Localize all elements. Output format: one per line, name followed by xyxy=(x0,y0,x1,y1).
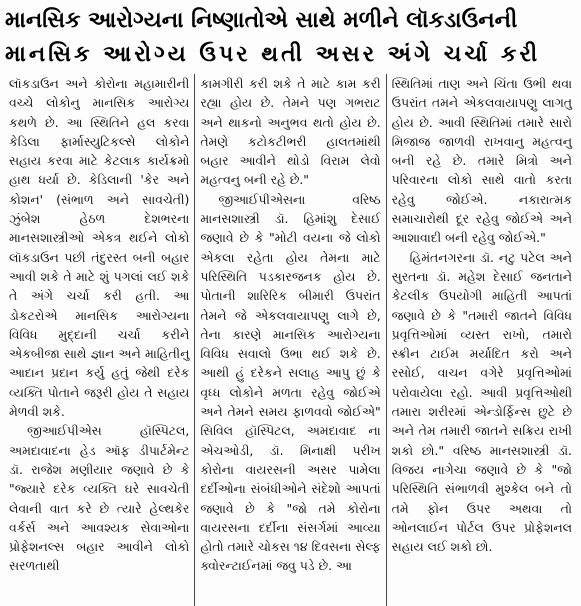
article-paragraph: જીઆઈપીએસના વરિષ્ઠ માનસશાસ્ત્રી ડૉ. હિમાંશુ દેસાઈ જણાવે છે કે "મોટી વયના જે લોકો એકલા રહેતા હોય તેમના માટે પરિસ્થિતિ પડકારજનક હોય છે. પોતાની શારિરિક બીમારી ઉપરાંત તેમને જે એકલવાયાપણુ લાગે છે, તેના કારણે માનસિક આરોગ્યના વિવિધ સવાલો ઉભા થઈ શકે છે. આથી હું દરેકને સલાહ આપુ છું કે વૃધ્ધ લોકોને મળતા રહેવુ જોઈએ અને તેમને સમય ફાળવવો જોઈએ" સિવિલ હૉસ્પિટલ, અમદાવાદ ના એચઓડી, ડૉ. મિનાક્ષી પરીખ કોરોના વાયરસની અસર પામેલા દર્દીઓના સંબંધીઓને સંદેશો આપતાં જણાવે છે કે "જો તમે કોરોના વાયરસના દર્દીના સંસર્ગમાં આવ્યા હોતો તમારે ચોકસ ૧૪ દિવસના સેલ્ફ ક્વોરન્ટાઈનમાં જવુ પડે છે. આ xyxy=(200,191,381,574)
article-paragraph: જીઆઈપીએસ હૉસ્પિટલ, અમદાવાદના હેડ ઑફ ડીપાર્ટમેન્ટ ડૉ. રાજેશ મણીયાર જણાવે છે કે "જ્યારે દરેક વ્યક્તિ ઘરે સાવચેતી લેવાની વાત કરે છે ત્યારે હેલ્થકેર વર્કર્સ અને આવશ્યક સેવાઓના પ્રોફેશનલ્સ બહાર આવીને લોકો સરળતાથી xyxy=(9,423,190,574)
headline-line-1: માનસિક આરોગ્યના નિષ્ણાતોએ સાથે મળીને લૉકડાઉનની xyxy=(5,8,518,33)
article-paragraph: હિમંતનગરના ડૉ. નટુ પટેલ અને સુરતના ડૉ. મહેશ દેસાઈ જનતાને કેટલીક ઉપયોગી માહિતી આપતાં જણાવે છે કે "તમારી જાતને વિવિધ પ્રવૃત્તિઓમાં વ્યસ્ત રાખો, તમારો સ્ક્રીન ટાઈમ મર્યાદિત કરો અને રસોઈ, વાચન વગેરે પ્રવૃત્તિઓમાં પરોવાયેલા રહો. આવી પ્રવૃત્તિઓથી તમારા શરીરમાં એન્ડોર્ફિન્સ છુટે છે અને તેમ તમારી જાતને સક્રિય રાખી શકો છો." વરિષ્ઠ માનસશાસ્ત્રી ડૉ. વિજય નાગેચા જણાવે છે કે "જો પરિસ્થિતિ સંભાળવી મુશ્કેલ બને તો તમે ફોન ઉપર અથવા તો ઓનલાઈન પોર્ટલ ઉપર પ્રોફેશનલ સહાય લઈ શકો છો. xyxy=(391,249,572,555)
article-column-3 xyxy=(386,74,577,606)
article-headline xyxy=(5,4,576,72)
article-body xyxy=(4,74,577,606)
headline-line-2: માનસિક આરોગ્ય ઉપર થતી અસર અંગે ચર્ચા કરી xyxy=(5,42,541,67)
article-column-2 xyxy=(194,74,385,606)
article-paragraph: લૉકડાઉન અને કોરોના મહામારીની વચ્ચે લોકોનુ માનસિક આરોગ્ય કથળે છે. આ સ્થિતિને હલ કરવા કેડિલા ફાર્માસ્યુટિકલ્સે લોકોને સહાય કરવા માટે કેટલાક કાર્યક્રમો હાથ ધર્યા છે. કેડિલાની 'કેર અને કોશન' (સંભાળ અને સાવચેતી) ઝુંબેશ હેઠળ દેશભરના માનસશાસ્ત્રીઓ એકત્ર થઈને લોકો લૉકડાઉન પછી તંદુરસ્ત બની બહાર આવી શકે તે માટે શું પગલાં લઈ શકે તે અંગે ચર્ચા કરી હતી. આ ડોકટરોએ માનસિક આરોગ્યના વિવિધ મુદ્દાની ચર્ચા કરીને એકબીજા સાથે જ્ઞાન અને માહિતીનુ આદાન પ્રદાન કર્યુ હતું જેથી દરેક વ્યક્તિ પોતાને જરૂરી હોય તે સહાય મેળવી શકે. xyxy=(9,76,190,420)
article-column-1 xyxy=(4,74,194,606)
article-paragraph: સ્થિતિમાં તાણ અને ચિંતા ઉભી થવા ઉપરાંત તમને એકલવાયાપણુ લાગતુ હોય છે. આવી સ્થિતિમાં તમારે સારો મિજાજ જાળવી રાખવાનુ મહત્વનુ બની રહે છે. તમારે મિત્રો અને પરિવારના લોકો સાથે વાતો કરતા રહેવુ જોઈએ. નકારાત્મક સમાચારોથી દૂર રહેવુ જોઈએ અને આશાવાદી બની રહેવુ જોઈએ." xyxy=(391,76,572,246)
article-paragraph: કામગીરી કરી શકે તે માટે કામ કરી રહ્યા હોય છે. તેમને પણ ગભરાટ અને થાકનો અનુભવ થતો હોય છે. તેમણે કટોકટીભરી હાલતમાંથી બહાર આવીને થોડો વિરામ લેવો મહત્વનુ બની રહે છે." xyxy=(200,76,381,188)
